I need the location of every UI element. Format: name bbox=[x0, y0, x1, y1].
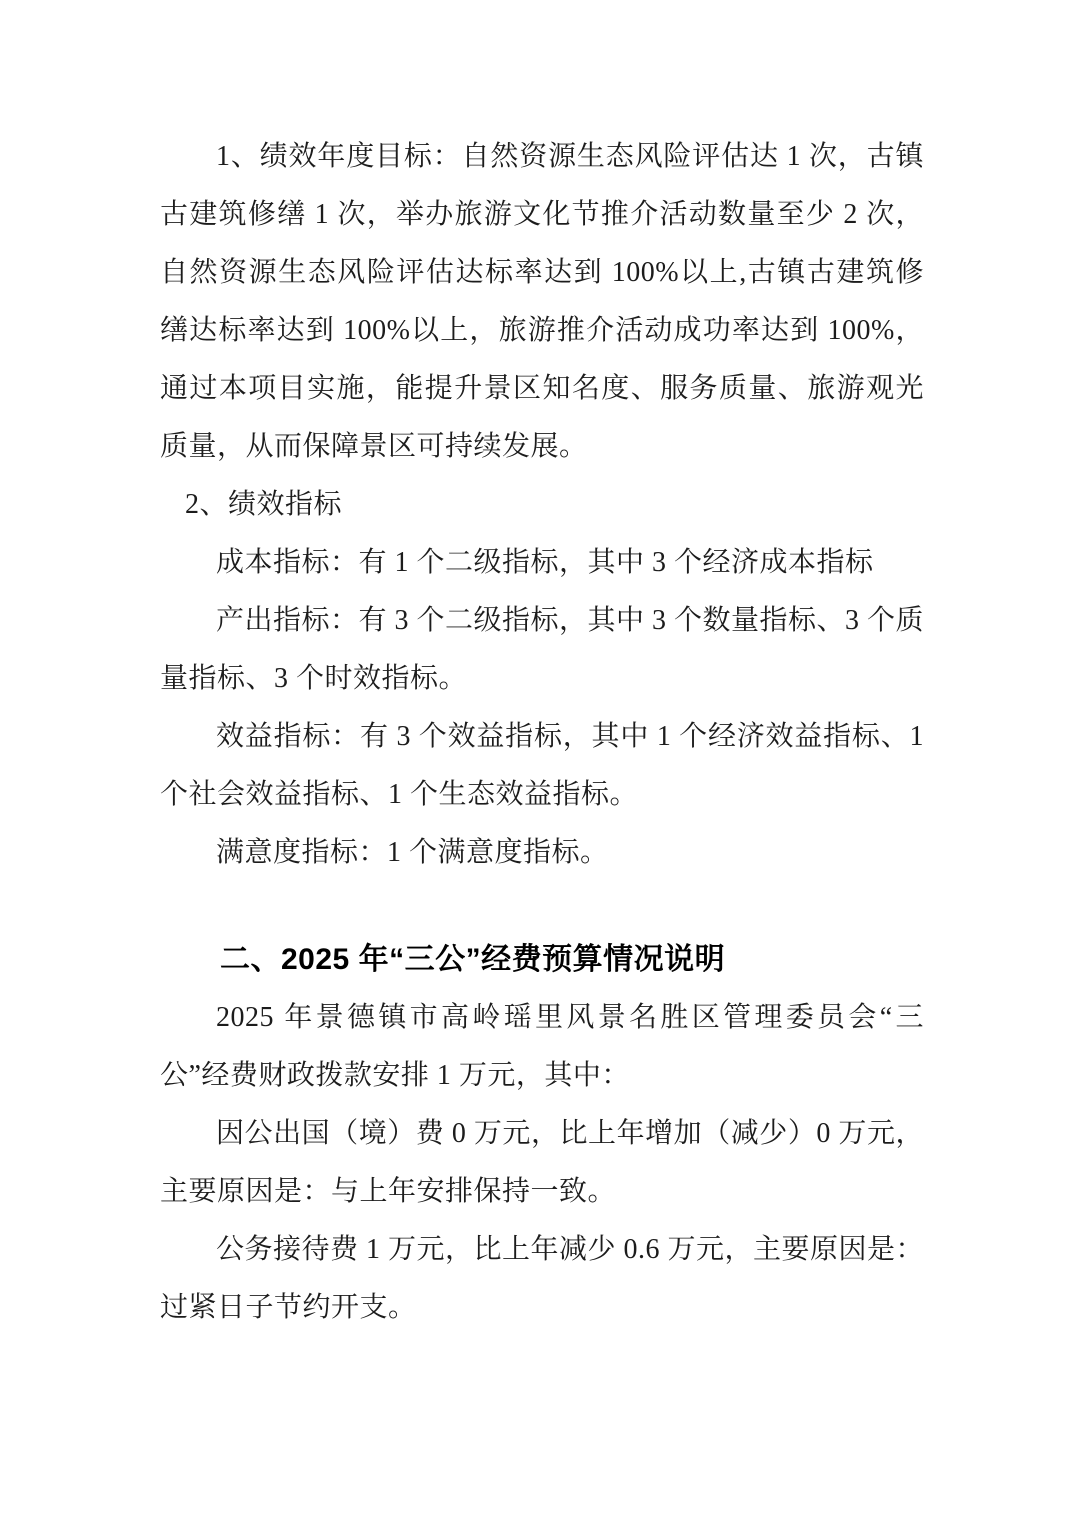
para-official-reception-expense: 公务接待费 1 万元，比上年减少 0.6 万元，主要原因是：过紧日子节约开支。 bbox=[160, 1234, 925, 1323]
para-cost-indicators: 成本指标：有 1 个二级指标，其中 3 个经济成本指标 bbox=[216, 547, 874, 578]
para-satisfaction-indicators: 满意度指标：1 个满意度指标。 bbox=[216, 837, 609, 868]
para-benefit-indicators: 效益指标：有 3 个效益指标，其中 1 个经济效益指标、1 个社会效益指标、1 个生态效益指标。 bbox=[160, 721, 924, 810]
para-output-indicators: 产出指标：有 3 个二级指标，其中 3 个数量指标、3 个质量指标、3 个时效指标。 bbox=[160, 605, 925, 694]
para-performance-annual-goal: 1、绩效年度目标：自然资源生态风险评估达 1 次，古镇古建筑修缮 1 次，举办旅游文化节推介活动数量至少 2 次，自然资源生态风险评估达标率达到 100%以上,古镇古建筑修缮达标率达到 100%以上，旅游推介活动成功率达到 100%，通过本项目实施，能提升景区知名度、服务质量、旅游观光质量，从而保障景区可持续发展。 bbox=[160, 141, 924, 462]
para-overseas-trips-expense: 因公出国（境）费 0 万元，比上年增加（减少）0 万元，主要原因是：与上年安排保持一致。 bbox=[160, 1118, 924, 1207]
section-heading-sangong-budget: 二、2025 年“三公”经费预算情况说明 bbox=[220, 943, 726, 976]
para-sangong-total-appropriation: 2025 年景德镇市高岭瑶里风景名胜区管理委员会“三公”经费财政拨款安排 1 万元，其中： bbox=[160, 1002, 924, 1091]
para-performance-indicators-title: 2、绩效指标 bbox=[185, 489, 343, 520]
